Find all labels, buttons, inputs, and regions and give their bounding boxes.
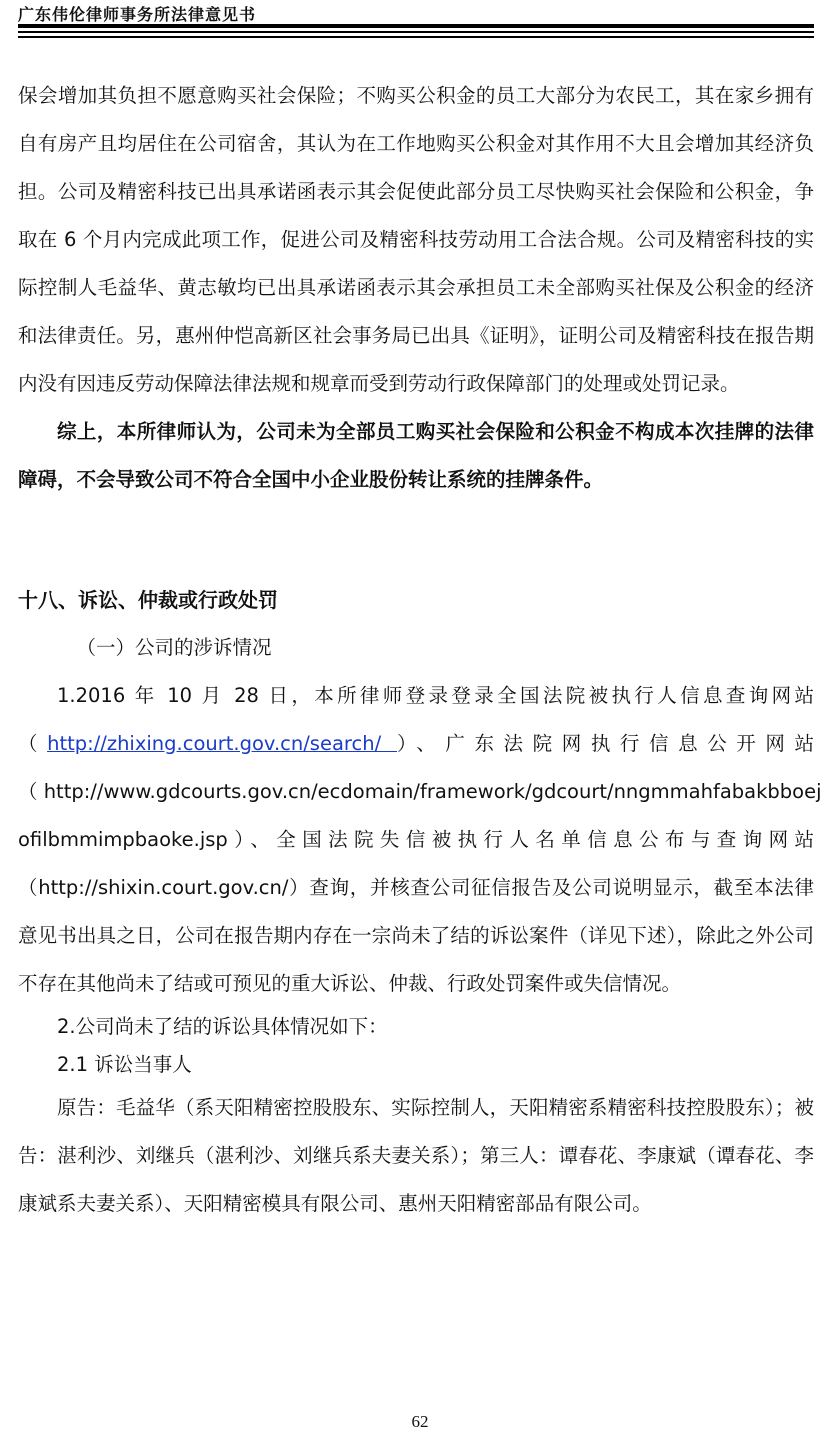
header-rule-thin-2 — [18, 36, 814, 38]
paren-open-2: （ — [18, 780, 44, 803]
item1-site-name-2: ）、全国法院失信被执行人名单信息公布与查询网站 — [227, 828, 814, 851]
item2-heading: 2.公司尚未了结的诉讼具体情况如下： — [57, 1015, 388, 1038]
header-rule-thin — [18, 31, 814, 33]
item1-link-line — [18, 720, 814, 768]
item21-heading: 2.1 诉讼当事人 — [57, 1053, 192, 1076]
subsection-heading: （一）公司的涉诉情况 — [76, 636, 272, 659]
paragraph-conclusion: 综上，本所律师认为，公司未为全部员工购买社会保险和公积金不构成本次挂牌的法律障碍，不会导致公司不符合全国中小企业股份转让系统的挂牌条件。 — [18, 420, 814, 491]
gdcourts-url-part2: ofilbmmimpbaoke.jsp — [18, 828, 228, 851]
item1-first-line: 1.2016 年 10 月 28 日，本所律师登录登录全国法院被执行人信息查询网站 — [57, 684, 814, 707]
section-heading: 十八、诉讼、仲裁或行政处罚 — [18, 588, 278, 612]
paren-open: （ — [18, 732, 48, 755]
parties-paragraph: 原告：毛益华（系天阳精密控股股东、实际控制人，天阳精密系精密科技控股股东）；被告：湛利沙、刘继兵（湛利沙、刘继兵系夫妻关系）；第三人：谭春花、李康斌（谭春花、李康斌系夫妻关系）、天阳精密模具有限公司、惠州天阳精密部品有限公司。 — [18, 1096, 814, 1215]
gdcourts-url-part1: http://www.gdcourts.gov.cn/ecdomain/framework/gdcourt/nngmmahfabakbboej — [43, 780, 822, 803]
item1-rest: （http://shixin.court.gov.cn/）查询，并核查公司征信报告及公司说明显示，截至本法律意见书出具之日，公司在报告期内存在一宗尚未了结的诉讼案件（详见下述），除此之外公司不存在其他尚未了结或可预见的重大诉讼、仲裁、行政处罚案件或失信情况。 — [18, 876, 814, 995]
page-number: 62 — [411, 1412, 429, 1431]
paragraph-social-insurance: 保会增加其负担不愿意购买社会保险；不购买公积金的员工大部分为农民工，其在家乡拥有自有房产且均居住在公司宿舍，其认为在工作地购买公积金对其作用不大且会增加其经济负担。公司及精密科技已出具承诺函表示其会促使此部分员工尽快购买社会保险和公积金，争取在 6 个月内完成此项工作，促进公司及精密科技劳动用工合法合规。公司及精密科技的实际控制人毛益华、黄志敏均已出具承诺函表示其会承担员工未全部购买社保及公积金的经济和法律责任。另，惠州仲恺高新区社会事务局已出具《证明》，证明公司及精密科技在报告期内没有因违反劳动保障法律法规和规章而受到劳动行政保障部门的处理或处罚记录。 — [18, 84, 814, 395]
item1-site-name: ）、广东法院网执行信息公开网站 — [396, 732, 814, 755]
item1-url-line-2 — [18, 816, 814, 864]
document-header-title: 广东伟伦律师事务所法律意见书 — [18, 5, 257, 24]
item1-url-line — [18, 768, 822, 816]
document-body — [18, 72, 822, 1228]
header-rule-thick — [18, 24, 814, 28]
zhixing-link[interactable]: http://zhixing.court.gov.cn/search/ — [47, 732, 397, 755]
